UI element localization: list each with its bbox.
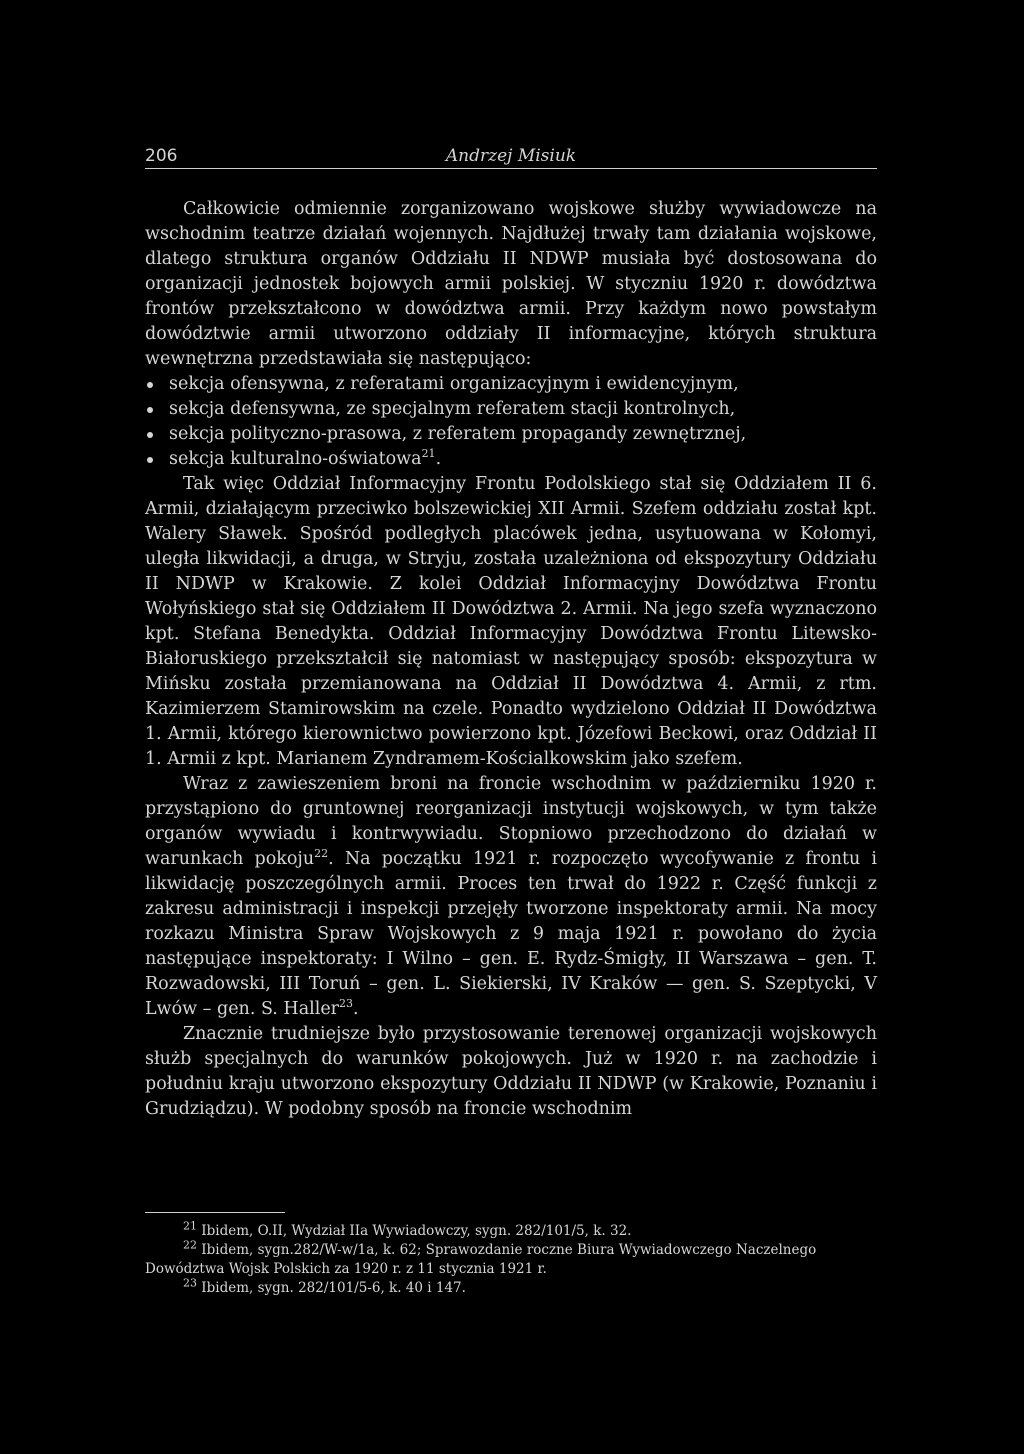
footnote-text: Ibidem, sygn.282/W-w/1a, k. 62; Sprawozdanie roczne Biura Wywiadowczego Naczelnego Dowództwa Wojsk Polskich za 1920 r. z 11 stycznia 1921 r. [145,1242,817,1277]
section-list [145,372,877,472]
footnote-text: Ibidem, O.II, Wydział IIa Wywiadowczy, sygn. 282/101/5, k. 32. [197,1223,632,1239]
footnote-number: 23 [183,1276,197,1290]
paragraph-3-part-b: . Na początku 1921 r. rozpoczęto wycofywanie z frontu i likwidację poszczególnych armii. Proces ten trwał do 1922 r. Część funkcji z zakresu administracji i inspekcji przejęły tworzone inspektoraty armii. Na mocy rozkazu Ministra Spraw Wojskowych z 9 maja 1921 r. powołano do życia następujące inspektoraty: I Wilno – gen. E. Rydz-Śmigły, II Warszawa – gen. T. Rozwadowski, III Toruń – gen. L. Siekierski, IV Kraków — gen. S. Szeptycki, V Lwów – gen. S. Haller [145,849,877,1019]
body-text [145,197,877,1122]
footnote-21 [145,1219,877,1241]
footnote-22 [145,1238,877,1279]
list-item [145,447,877,472]
footnote-text: Ibidem, sygn. 282/101/5-6, k. 40 i 147. [197,1280,466,1296]
list-item [145,397,877,422]
paragraph-3-end: . [353,999,359,1019]
footnote-rule [145,1212,285,1213]
paragraph-4: Znacznie trudniejsze było przystosowanie terenowej organizacji wojskowych służb specjalnych do warunków pokojowych. Już w 1920 r. na zachodzie i południu kraju utworzono ekspozytury Oddziału II NDWP (w Krakowie, Poznaniu i Grudziądzu). W podobny sposób na froncie wschodnim [145,1024,877,1119]
footnote-ref-21[interactable]: 21 [421,447,436,461]
page-number: 206 [145,146,178,166]
footnotes [145,1219,877,1298]
footnote-23 [145,1276,877,1298]
footnote-ref-22[interactable]: 22 [314,847,329,861]
list-item-text: sekcja kulturalno-oświatowa [169,449,422,469]
footnote-number: 22 [183,1238,197,1252]
list-item-end: . [435,449,442,469]
list-item-text: sekcja ofensywna, z referatami organizacyjnym i ewidencyjnym, [169,374,739,394]
paragraph-1: Całkowicie odmiennie zorganizowano wojskowe służby wywiadowcze na wschodnim teatrze działań wojennych. Najdłużej trwały tam działania wojskowe, dlatego struktura organów Oddziału II NDWP musiała być dostosowana do organizacji jednostek bojowych armii polskiej. W styczniu 1920 r. dowództwa frontów przekształcono w dowództwa armii. Przy każdym nowo powstałym dowództwie armii utworzono oddziały II informacyjne, których struktura wewnętrzna przedstawiała się następująco: [145,199,877,369]
list-item [145,372,877,397]
paragraph-3-part-a: Wraz z zawieszeniem broni na froncie wschodnim w październiku 1920 r. przystąpiono do gruntownej reorganizacji instytucji wojskowych, w tym także organów wywiadu i kontrwywiadu. Stopniowo przechodzono do działań w warunkach pokoju [145,774,877,869]
list-item [145,422,877,447]
bullet-icon [147,407,153,413]
footnote-ref-23[interactable]: 23 [339,997,354,1011]
list-item-text: sekcja polityczno-prasowa, z referatem propagandy zewnętrznej, [169,424,747,444]
footnote-number: 21 [183,1219,197,1233]
header-rule [145,168,877,169]
paragraph-3 [145,772,877,1022]
bullet-icon [147,382,153,388]
bullet-icon [147,432,153,438]
bullet-icon [147,457,153,463]
running-head-author: Andrzej Misiuk [445,146,577,166]
running-header [145,146,877,166]
paragraph-2: Tak więc Oddział Informacyjny Frontu Podolskiego stał się Oddziałem II 6. Armii, działającym przeciwko bolszewickiej XII Armii. Szefem oddziału został kpt. Walery Sławek. Spośród podległych placówek jedna, usytuowana w Kołomyi, uległa likwidacji, a druga, w Stryju, została uzależniona od ekspozytury Oddziału II NDWP w Krakowie. Z kolei Oddział Informacyjny Dowództwa Frontu Wołyńskiego stał się Oddziałem II Dowództwa 2. Armii. Na jego szefa wyznaczono kpt. Stefana Benedykta. Oddział Informacyjny Dowództwa Frontu Litewsko-Białoruskiego przekształcił się natomiast w następujący sposób: ekspozytura w Mińsku została przemianowana na Oddział II Dowództwa 4. Armii, z rtm. Kazimierzem Stamirowskim na czele. Ponadto wydzielono Oddział II Dowództwa 1. Armii, którego kierownictwo powierzono kpt. Józefowi Beckowi, oraz Oddział II 1. Armii z kpt. Marianem Zyndramem-Kościalkowskim jako szefem. [145,474,877,769]
list-item-text: sekcja defensywna, ze specjalnym referatem stacji kontrolnych, [169,399,736,419]
